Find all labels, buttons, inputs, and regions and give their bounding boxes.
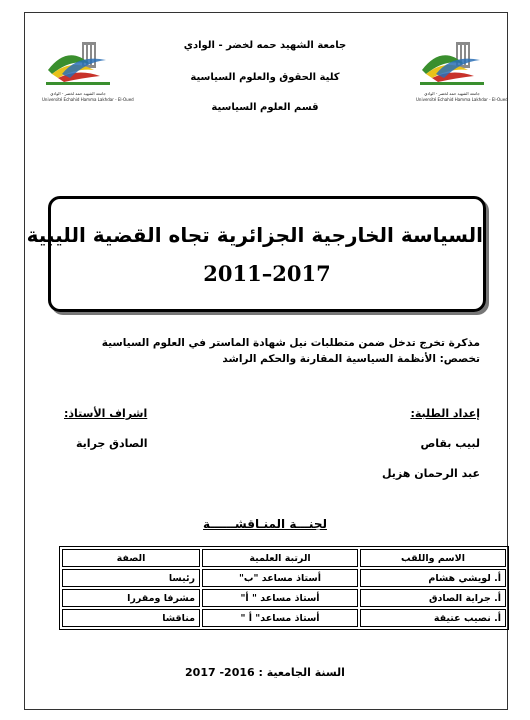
- university-logo-icon: [42, 38, 114, 90]
- logo-caption-fr: Université Echahid Hamma Lakhdar - El-Oued: [42, 97, 134, 102]
- university-name: جامعة الشهيد حمه لخضر - الوادي: [183, 40, 347, 51]
- memo-description: مذكرة تخرج تدخل ضمن متطلبات نيل شهادة الماستر في العلوم السياسية: [101, 337, 480, 349]
- academic-year: السنة الجامعية : 2016- 2017: [185, 666, 345, 679]
- member-rank: أستاذ مساعد "ب": [202, 569, 358, 587]
- faculty-name: كلية الحقوق والعلوم السياسية: [190, 72, 340, 83]
- table-header-row: [62, 549, 506, 567]
- supervisor-label: اشراف الأستاذ:: [64, 407, 148, 420]
- university-logo-right: [416, 38, 508, 102]
- column-header-name: الاسم واللقب: [360, 549, 506, 567]
- student-name: لبيب بقاص: [420, 437, 480, 450]
- column-header-role: الصفة: [62, 549, 200, 567]
- member-rank: أستاذ مساعد " أ": [202, 589, 358, 607]
- table-row: [62, 569, 506, 587]
- department-name: قسم العلوم السياسية: [211, 102, 319, 113]
- member-name: أ. لويشي هشام: [360, 569, 506, 587]
- logo-caption-ar: جامعة الشهيد حمه لخضر - الوادي: [50, 91, 106, 96]
- committee-title: لجنـــة المنـاقشــــــة: [203, 517, 327, 531]
- table-row: [62, 609, 506, 627]
- table-row: [62, 589, 506, 607]
- student-name: عبد الرحمان هزيل: [381, 467, 480, 480]
- member-role: رئيسا: [62, 569, 200, 587]
- column-header-rank: الرتبة العلمية: [202, 549, 358, 567]
- committee-table: [59, 546, 509, 630]
- logo-caption-fr: Université Echahid Hamma Lakhdar - El-Oued: [416, 97, 508, 102]
- member-name: أ. نصيب عتيقة: [360, 609, 506, 627]
- thesis-title-box: [26, 196, 486, 312]
- thesis-period: 2011–2017: [203, 261, 331, 286]
- supervisor-name: الصادق جراية: [76, 437, 148, 450]
- logo-caption-ar: جامعة الشهيد حمه لخضر - الوادي: [424, 91, 480, 96]
- member-rank: أستاذ مساعد" أ ": [202, 609, 358, 627]
- member-role: مشرفا ومقررا: [62, 589, 200, 607]
- member-role: مناقشا: [62, 609, 200, 627]
- prepared-by-label: إعداد الطلبة:: [410, 407, 480, 420]
- thesis-title: السياسة الخارجية الجزائرية تجاه القضية الليبية: [26, 223, 483, 247]
- memo-specialization: تخصص: الأنظمة السياسية المقارنة والحكم الراشد: [222, 353, 480, 365]
- member-name: أ. جراية الصادق: [360, 589, 506, 607]
- university-logo-left: [42, 38, 134, 102]
- university-logo-icon: [416, 38, 488, 90]
